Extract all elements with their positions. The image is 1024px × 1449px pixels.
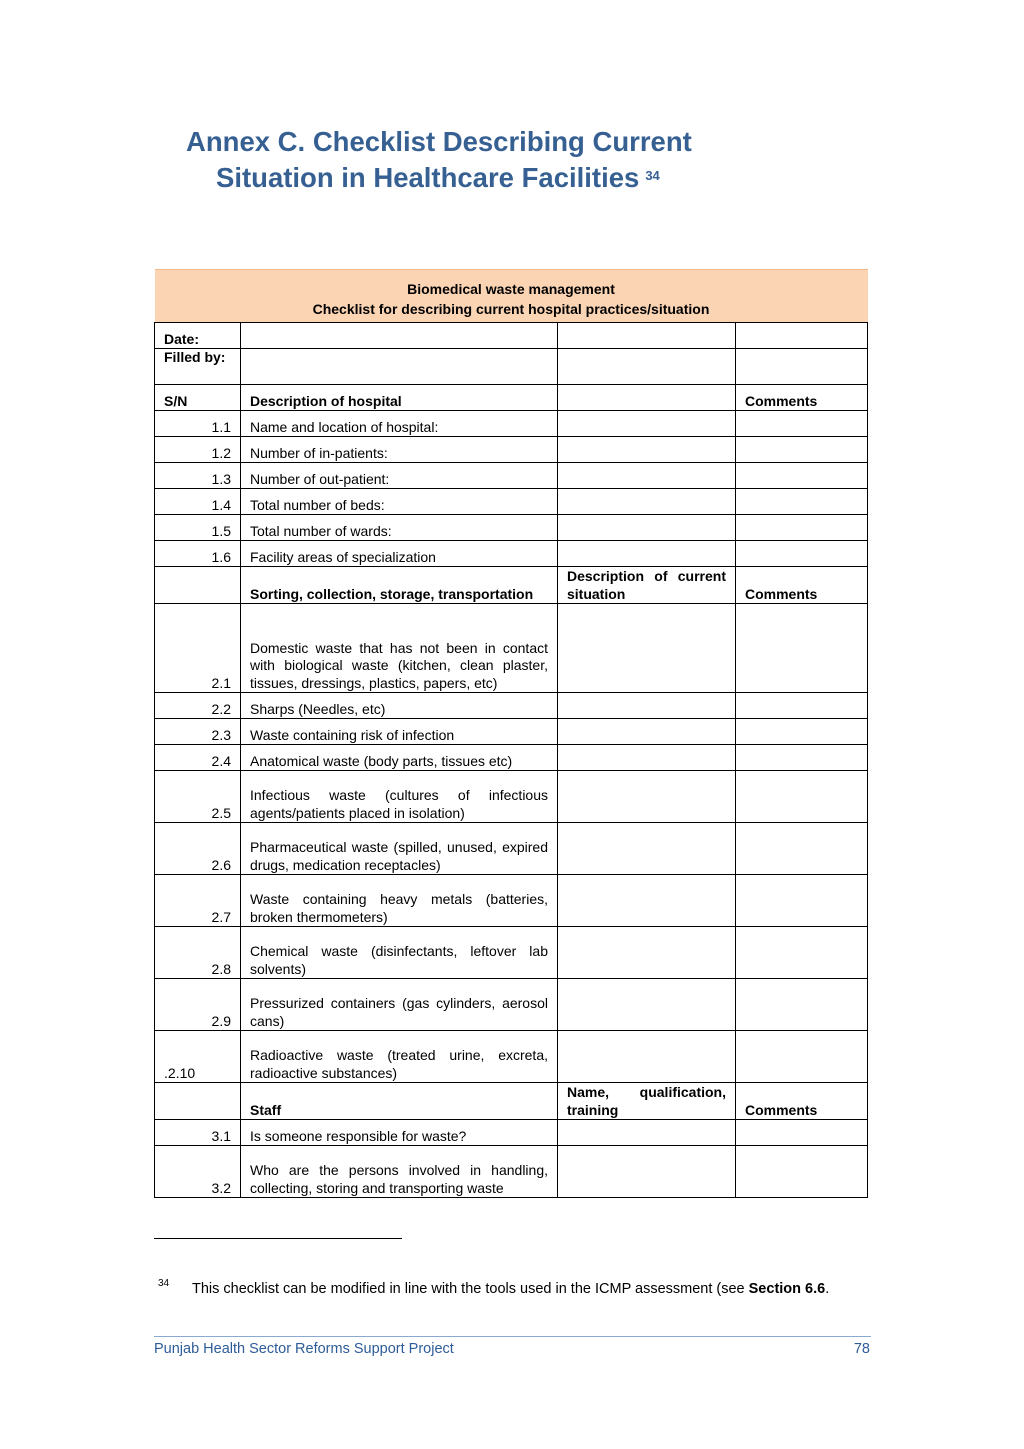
row-text: Name and location of hospital: bbox=[241, 411, 558, 437]
table-subheader-row bbox=[155, 298, 868, 323]
row-answer-cell[interactable] bbox=[558, 1031, 736, 1083]
table-row bbox=[155, 979, 868, 1031]
section-1-header-row bbox=[155, 385, 868, 411]
row-text: Infectious waste (cultures of infectious agents/patients placed in isolation) bbox=[241, 771, 558, 823]
section-3-sn-cell bbox=[155, 1083, 241, 1120]
row-text: Pharmaceutical waste (spilled, unused, expired drugs, medication receptacles) bbox=[241, 823, 558, 875]
row-answer-cell[interactable] bbox=[558, 745, 736, 771]
table-row bbox=[155, 719, 868, 745]
section-3-comments-header: Comments bbox=[736, 1083, 868, 1120]
row-comment-cell[interactable] bbox=[736, 411, 868, 437]
row-answer-cell[interactable] bbox=[558, 541, 736, 567]
row-answer-cell[interactable] bbox=[558, 437, 736, 463]
section-2-header-row bbox=[155, 567, 868, 604]
table-row bbox=[155, 771, 868, 823]
row-answer-cell[interactable] bbox=[558, 515, 736, 541]
table-row bbox=[155, 541, 868, 567]
row-text: Number of out-patient: bbox=[241, 463, 558, 489]
row-comment-cell[interactable] bbox=[736, 823, 868, 875]
row-answer-cell[interactable] bbox=[558, 489, 736, 515]
section-3-header: Staff bbox=[241, 1083, 558, 1120]
row-answer-cell[interactable] bbox=[558, 604, 736, 693]
row-answer-cell[interactable] bbox=[558, 823, 736, 875]
date-field-2[interactable] bbox=[558, 323, 736, 349]
row-comment-cell[interactable] bbox=[736, 515, 868, 541]
row-answer-cell[interactable] bbox=[558, 979, 736, 1031]
section-2-sn-cell bbox=[155, 567, 241, 604]
row-comment-cell[interactable] bbox=[736, 437, 868, 463]
filled-by-label: Filled by: bbox=[155, 349, 241, 385]
row-text: Waste containing heavy metals (batteries, broken thermometers) bbox=[241, 875, 558, 927]
section-2-comments-header: Comments bbox=[736, 567, 868, 604]
row-sn: 1.6 bbox=[155, 541, 241, 567]
table-header-title: Biomedical waste management bbox=[155, 270, 868, 299]
footnote-number: 34 bbox=[158, 1278, 170, 1289]
row-sn: 2.9 bbox=[155, 979, 241, 1031]
table-row bbox=[155, 489, 868, 515]
footnote-section-link[interactable]: Section 6.6 bbox=[748, 1281, 826, 1297]
row-sn: 2.8 bbox=[155, 927, 241, 979]
row-answer-cell[interactable] bbox=[558, 927, 736, 979]
section-3-col3-header: Name, qualification, training bbox=[558, 1083, 736, 1120]
title-line-1: Annex C. Checklist Describing Current bbox=[186, 126, 692, 157]
table-row bbox=[155, 1031, 868, 1083]
comments-header: Comments bbox=[736, 385, 868, 411]
row-comment-cell[interactable] bbox=[736, 719, 868, 745]
row-sn: 1.1 bbox=[155, 411, 241, 437]
row-text: Is someone responsible for waste? bbox=[241, 1120, 558, 1146]
row-text: Sharps (Needles, etc) bbox=[241, 693, 558, 719]
row-comment-cell[interactable] bbox=[736, 745, 868, 771]
footer-project-name: Punjab Health Sector Reforms Support Project bbox=[154, 1341, 454, 1357]
row-answer-cell[interactable] bbox=[558, 693, 736, 719]
footnote-separator bbox=[154, 1238, 402, 1239]
row-comment-cell[interactable] bbox=[736, 463, 868, 489]
table-row bbox=[155, 437, 868, 463]
row-sn: 3.1 bbox=[155, 1120, 241, 1146]
date-row bbox=[155, 323, 868, 349]
table-row bbox=[155, 823, 868, 875]
row-comment-cell[interactable] bbox=[736, 489, 868, 515]
row-comment-cell[interactable] bbox=[736, 1031, 868, 1083]
title-line-2-text: Situation in Healthcare Facilities bbox=[216, 162, 640, 193]
filled-by-row bbox=[155, 349, 868, 385]
footer-page-number: 78 bbox=[853, 1341, 870, 1357]
row-comment-cell[interactable] bbox=[736, 927, 868, 979]
row-text: Total number of beds: bbox=[241, 489, 558, 515]
row-text: Pressurized containers (gas cylinders, aerosol cans) bbox=[241, 979, 558, 1031]
footer-divider bbox=[154, 1336, 871, 1337]
row-text: Chemical waste (disinfectants, leftover lab solvents) bbox=[241, 927, 558, 979]
description-header: Description of hospital bbox=[241, 385, 558, 411]
row-sn: 2.1 bbox=[155, 604, 241, 693]
row-answer-cell[interactable] bbox=[558, 771, 736, 823]
section-1-col3-header bbox=[558, 385, 736, 411]
row-sn: 2.7 bbox=[155, 875, 241, 927]
row-comment-cell[interactable] bbox=[736, 979, 868, 1031]
section-2-col3-header: Description of current situation bbox=[558, 567, 736, 604]
footnote-ref: 34 bbox=[645, 168, 660, 183]
footnote-text bbox=[192, 1279, 868, 1300]
title-line-2 bbox=[186, 160, 886, 196]
row-sn: 1.3 bbox=[155, 463, 241, 489]
table-row bbox=[155, 693, 868, 719]
row-sn: 2.5 bbox=[155, 771, 241, 823]
footnote-text-main: This checklist can be modified in line with the tools used in the ICMP assessment (see bbox=[192, 1281, 745, 1297]
row-comment-cell[interactable] bbox=[736, 541, 868, 567]
table-header-subtitle: Checklist for describing current hospital practices/situation bbox=[155, 298, 868, 323]
row-text: Anatomical waste (body parts, tissues etc) bbox=[241, 745, 558, 771]
section-3-header-row bbox=[155, 1083, 868, 1120]
row-sn: 2.6 bbox=[155, 823, 241, 875]
row-sn: 1.4 bbox=[155, 489, 241, 515]
table-row bbox=[155, 745, 868, 771]
table-row bbox=[155, 875, 868, 927]
section-2-header: Sorting, collection, storage, transportation bbox=[241, 567, 558, 604]
row-comment-cell[interactable] bbox=[736, 604, 868, 693]
row-sn: 2.4 bbox=[155, 745, 241, 771]
row-text: Number of in-patients: bbox=[241, 437, 558, 463]
row-comment-cell[interactable] bbox=[736, 875, 868, 927]
row-text: Total number of wards: bbox=[241, 515, 558, 541]
row-sn: 3.2 bbox=[155, 1146, 241, 1198]
row-answer-cell[interactable] bbox=[558, 719, 736, 745]
footnote-text-end: . bbox=[825, 1281, 830, 1297]
checklist-table bbox=[154, 269, 868, 1198]
row-comment-cell[interactable] bbox=[736, 693, 868, 719]
page-title bbox=[186, 124, 886, 196]
filled-by-field[interactable] bbox=[241, 349, 558, 385]
filled-by-field-2[interactable] bbox=[558, 349, 736, 385]
date-label: Date: bbox=[155, 323, 241, 349]
row-text: Waste containing risk of infection bbox=[241, 719, 558, 745]
table-row bbox=[155, 604, 868, 693]
row-text: Domestic waste that has not been in contact with biological waste (kitchen, clean plaster, tissues, dressings, plastics, papers, etc) bbox=[241, 604, 558, 693]
row-answer-cell[interactable] bbox=[558, 463, 736, 489]
table-row bbox=[155, 1120, 868, 1146]
date-field-3[interactable] bbox=[736, 323, 868, 349]
table-header-row bbox=[155, 270, 868, 299]
row-sn: 1.5 bbox=[155, 515, 241, 541]
row-answer-cell[interactable] bbox=[558, 411, 736, 437]
row-sn: 2.2 bbox=[155, 693, 241, 719]
table-row bbox=[155, 411, 868, 437]
table-row bbox=[155, 463, 868, 489]
row-answer-cell[interactable] bbox=[558, 875, 736, 927]
row-sn: .2.10 bbox=[155, 1031, 241, 1083]
row-text: Radioactive waste (treated urine, excreta, radioactive substances) bbox=[241, 1031, 558, 1083]
date-field[interactable] bbox=[241, 323, 558, 349]
row-text: Who are the persons involved in handling, collecting, storing and transporting waste bbox=[241, 1146, 558, 1198]
sn-header: S/N bbox=[155, 385, 241, 411]
filled-by-field-3[interactable] bbox=[736, 349, 868, 385]
row-text: Facility areas of specialization bbox=[241, 541, 558, 567]
table-row bbox=[155, 1146, 868, 1198]
table-row bbox=[155, 927, 868, 979]
row-sn: 2.3 bbox=[155, 719, 241, 745]
row-answer-cell[interactable] bbox=[558, 1120, 736, 1146]
row-comment-cell[interactable] bbox=[736, 771, 868, 823]
row-comment-cell[interactable] bbox=[736, 1120, 868, 1146]
row-sn: 1.2 bbox=[155, 437, 241, 463]
table-row bbox=[155, 515, 868, 541]
row-comment-cell[interactable] bbox=[736, 1146, 868, 1198]
row-answer-cell[interactable] bbox=[558, 1146, 736, 1198]
